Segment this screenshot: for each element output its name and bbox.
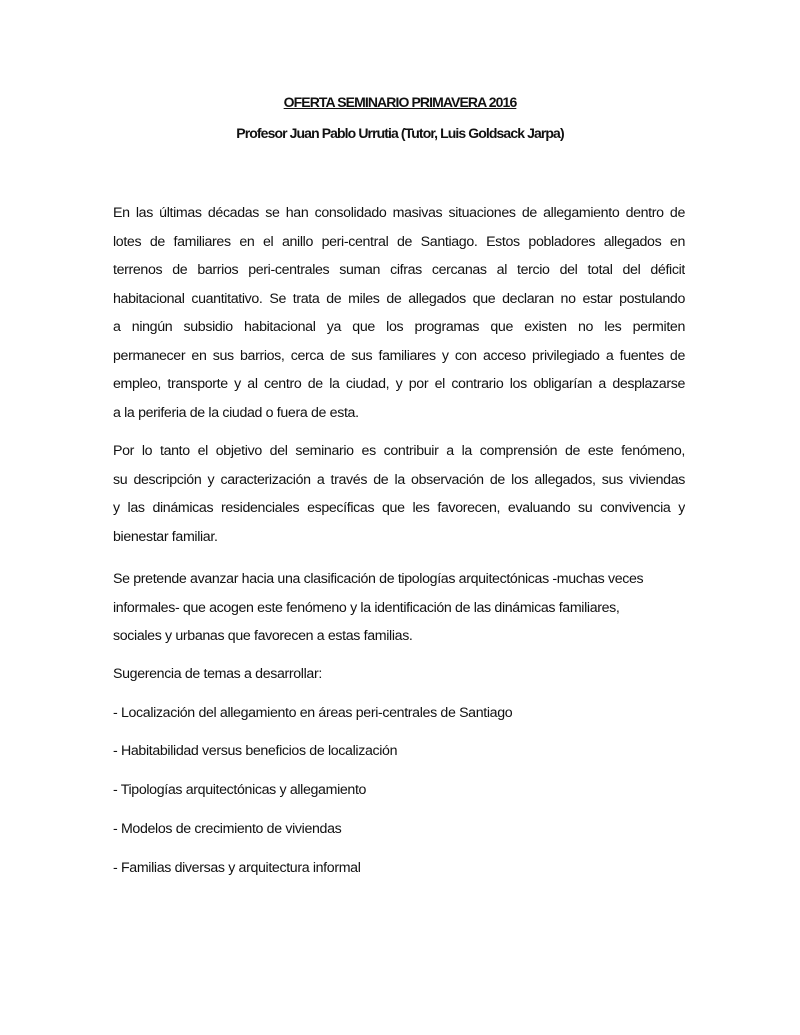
text-line: terrenos de barrios peri-centrales suman cifras cercanas al tercio del total del déficit <box>113 262 685 278</box>
text-line: sociales y urbanas que favorecen a estas familias. <box>113 628 413 644</box>
paragraph-context <box>113 199 685 427</box>
text-line: lotes de familiares en el anillo peri-central de Santiago. Estos pobladores allegados en <box>113 233 685 250</box>
document-subtitle: Profesor Juan Pablo Urrutia (Tutor, Luis Goldsack Jarpa) <box>236 125 564 141</box>
text-line: a ningún subsidio habitacional ya que los programas que existen no les permiten <box>113 319 685 335</box>
topic-item: - Tipologías arquitectónicas y allegamiento <box>113 782 367 798</box>
text-line: bienestar familiar. <box>113 528 218 545</box>
text-line: a la periferia de la ciudad o fuera de esta. <box>113 404 359 421</box>
text-line: permanecer en sus barrios, cerca de sus familiares y con acceso privilegiado a fuentes de <box>113 347 685 364</box>
topic-item: - Localización del allegamiento en áreas peri-centrales de Santiago <box>113 705 513 721</box>
topic-item: - Habitabilidad versus beneficios de localización <box>113 743 398 759</box>
text-line: Sugerencia de temas a desarrollar: <box>113 666 322 682</box>
text-line: informales- que acogen este fenómeno y la identificación de las dinámicas familiares, <box>113 599 620 616</box>
topics-heading <box>113 660 685 689</box>
document-title: OFERTA SEMINARIO PRIMAVERA 2016 <box>283 94 517 110</box>
paragraph-classification <box>113 565 685 651</box>
text-line: habitacional cuantitativo. Se trata de miles de allegados que declaran no estar postulando <box>113 290 685 307</box>
topic-item: - Modelos de crecimiento de viviendas <box>113 821 342 837</box>
paragraph-objective <box>113 437 685 551</box>
text-line: Por lo tanto el objetivo del seminario es contribuir a la comprensión de este fenómeno, <box>113 443 685 459</box>
text-line: y las dinámicas residenciales específicas que les favorecen, evaluando su convivencia y <box>113 500 685 516</box>
text-line: En las últimas décadas se han consolidado masivas situaciones de allegamiento dentro de <box>113 205 685 221</box>
text-line: su descripción y caracterización a través de la observación de los allegados, sus viviendas <box>113 471 685 488</box>
text-line: empleo, transporte y al centro de la ciudad, y por el contrario los obligarían a desplazarse <box>113 376 685 392</box>
text-line: Se pretende avanzar hacia una clasificación de tipologías arquitectónicas -muchas veces <box>113 571 644 587</box>
topic-item: - Familias diversas y arquitectura informal <box>113 860 361 876</box>
